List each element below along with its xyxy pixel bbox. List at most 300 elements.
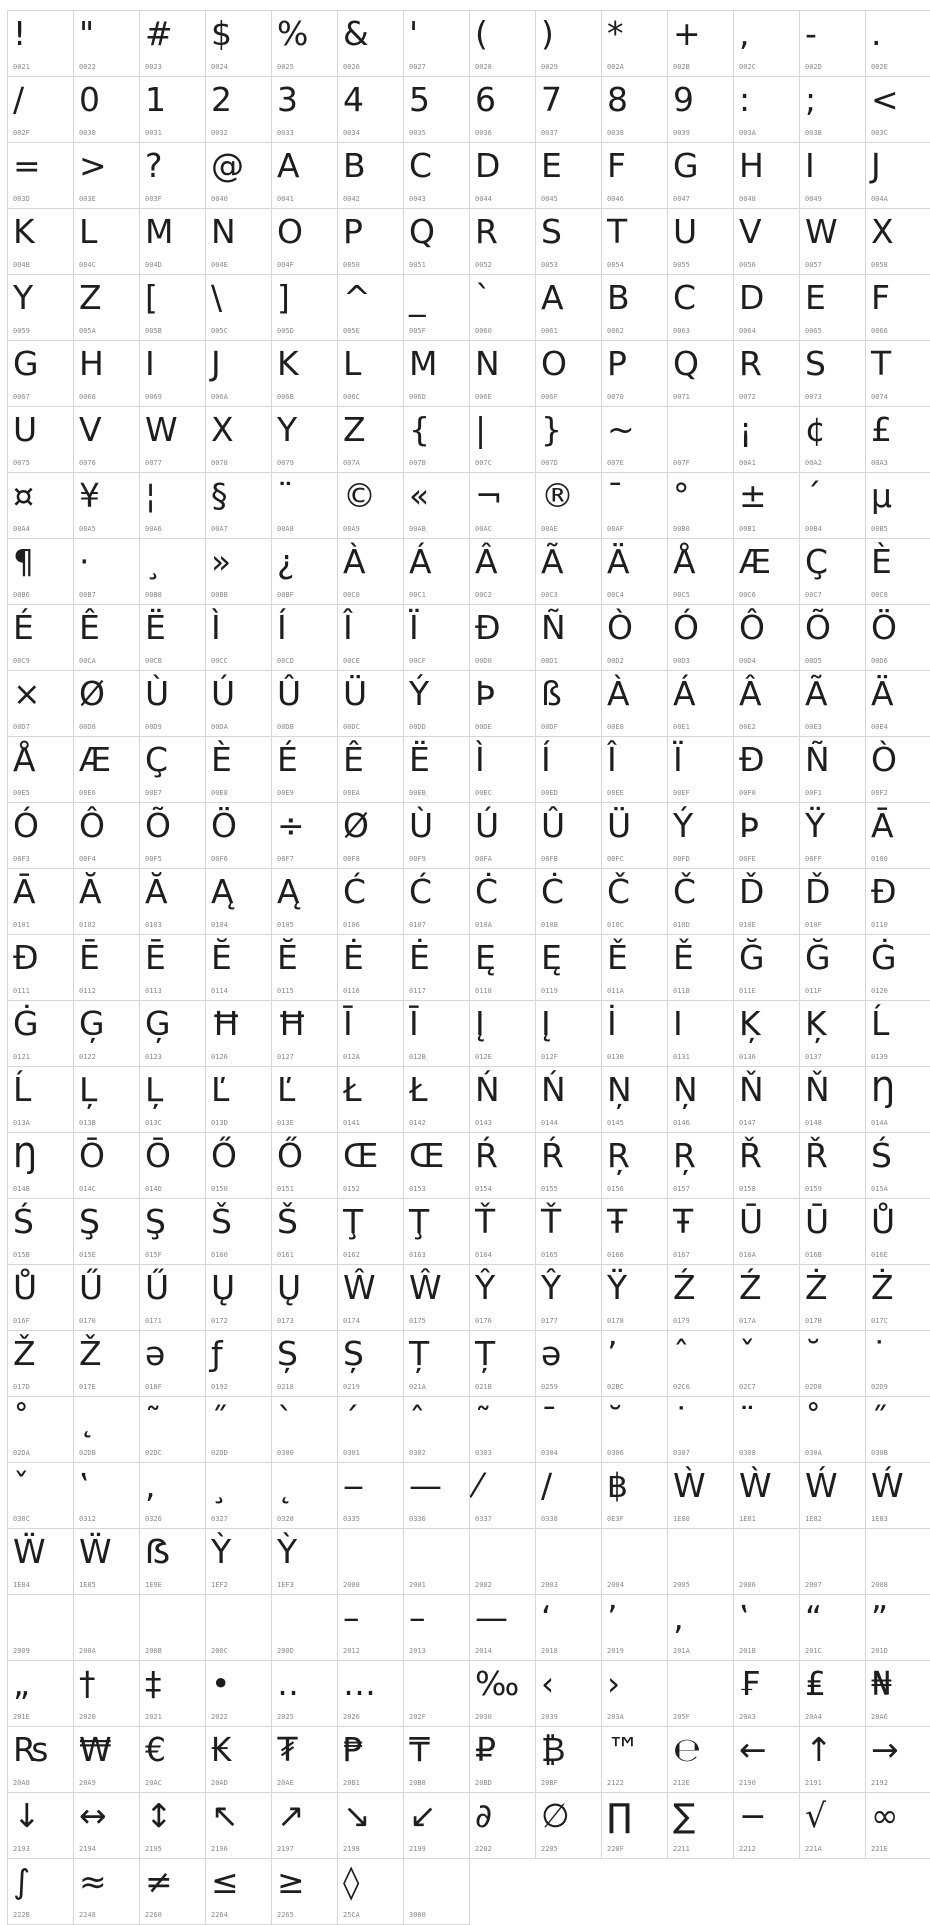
glyph-char: A xyxy=(277,146,300,185)
glyph-codepoint: 0338 xyxy=(541,1515,558,1523)
glyph-cell xyxy=(74,143,140,209)
glyph-char: Ő xyxy=(211,1136,237,1175)
glyph-codepoint: 006F xyxy=(541,393,558,401)
glyph-cell xyxy=(866,605,930,671)
glyph-codepoint: 200B xyxy=(145,1647,162,1655)
glyph-char: ˛ xyxy=(277,1466,294,1505)
glyph-char: W xyxy=(805,212,838,251)
glyph-codepoint: 0113 xyxy=(145,987,162,995)
glyph-cell xyxy=(272,671,338,737)
glyph-cell xyxy=(140,341,206,407)
glyph-codepoint: 2194 xyxy=(79,1845,96,1853)
glyph-char: Ģ xyxy=(79,1004,105,1043)
glyph-char: Œ xyxy=(409,1136,445,1175)
glyph-char: Ï xyxy=(409,608,419,647)
glyph-cell xyxy=(8,473,74,539)
glyph-codepoint: 0076 xyxy=(79,459,96,467)
glyph-char: C xyxy=(673,278,697,317)
glyph-char: Ú xyxy=(475,806,500,845)
glyph-char: Ñ xyxy=(541,608,566,647)
glyph-char: µ xyxy=(871,476,892,515)
glyph-char: Á xyxy=(409,542,432,581)
glyph-char: “ xyxy=(805,1598,823,1637)
glyph-char: \ xyxy=(211,278,223,317)
glyph-char: ₿ xyxy=(541,1730,566,1769)
glyph-cell xyxy=(404,935,470,1001)
glyph-char: Ř xyxy=(739,1136,762,1175)
glyph-codepoint: 00B4 xyxy=(805,525,822,533)
glyph-char: C xyxy=(409,146,433,185)
glyph-char: 6 xyxy=(475,80,496,119)
glyph-char: T xyxy=(871,344,892,383)
glyph-cell xyxy=(536,605,602,671)
glyph-cell xyxy=(8,671,74,737)
glyph-char: − xyxy=(739,1796,767,1835)
glyph-char: Ż xyxy=(871,1268,894,1307)
glyph-codepoint: 0077 xyxy=(145,459,162,467)
glyph-char: ₭ xyxy=(211,1730,232,1769)
glyph-cell xyxy=(470,341,536,407)
glyph-char: ] xyxy=(277,278,290,317)
glyph-cell xyxy=(74,1397,140,1463)
glyph-codepoint: 00C5 xyxy=(673,591,690,599)
glyph-codepoint: 003F xyxy=(145,195,162,203)
glyph-codepoint: 0052 xyxy=(475,261,492,269)
glyph-cell xyxy=(74,77,140,143)
glyph-char: Ő xyxy=(277,1136,303,1175)
glyph-codepoint: 013C xyxy=(145,1119,162,1127)
glyph-char: ‹ xyxy=(541,1664,555,1703)
glyph-cell xyxy=(734,77,800,143)
glyph-char: ¤ xyxy=(13,476,34,515)
glyph-codepoint: 016A xyxy=(739,1251,756,1259)
glyph-cell xyxy=(338,1595,404,1661)
glyph-char: $ xyxy=(211,14,232,53)
glyph-char: 8 xyxy=(607,80,628,119)
glyph-cell xyxy=(536,1265,602,1331)
glyph-codepoint: 007A xyxy=(343,459,360,467)
glyph-char: ə xyxy=(541,1334,562,1373)
glyph-char: N xyxy=(211,212,236,251)
glyph-char: ˘ xyxy=(805,1334,822,1373)
glyph-cell xyxy=(800,737,866,803)
glyph-cell xyxy=(272,1793,338,1859)
glyph-cell xyxy=(272,275,338,341)
glyph-codepoint: 0035 xyxy=(409,129,426,137)
glyph-char: ˋ xyxy=(277,1400,294,1439)
glyph-char: ¸ xyxy=(211,1466,228,1505)
glyph-codepoint: 00A7 xyxy=(211,525,228,533)
glyph-cell xyxy=(404,803,470,869)
glyph-char: Ț xyxy=(409,1334,430,1373)
glyph-cell xyxy=(800,1265,866,1331)
glyph-char: Ų xyxy=(211,1268,236,1307)
glyph-codepoint: 00F2 xyxy=(871,789,888,797)
glyph-cell xyxy=(74,1001,140,1067)
glyph-cell xyxy=(668,1199,734,1265)
glyph-codepoint: 02C6 xyxy=(673,1383,690,1391)
glyph-cell xyxy=(536,341,602,407)
glyph-char: T xyxy=(607,212,628,251)
glyph-char: = xyxy=(13,146,41,185)
glyph-cell xyxy=(140,935,206,1001)
glyph-cell xyxy=(470,737,536,803)
glyph-char: ↔ xyxy=(79,1796,107,1835)
glyph-cell xyxy=(734,1199,800,1265)
glyph-codepoint: 0101 xyxy=(13,921,30,929)
glyph-char: Ţ xyxy=(343,1202,364,1241)
glyph-char: ˜ xyxy=(475,1400,492,1439)
glyph-codepoint: 0071 xyxy=(673,393,690,401)
glyph-char: ' xyxy=(409,14,419,53)
glyph-codepoint: 0328 xyxy=(277,1515,294,1523)
glyph-cell xyxy=(8,869,74,935)
glyph-codepoint: 0142 xyxy=(409,1119,426,1127)
glyph-char: ≠ xyxy=(145,1862,173,1901)
glyph-codepoint: 005F xyxy=(409,327,426,335)
glyph-codepoint: 203A xyxy=(607,1713,624,1721)
glyph-cell xyxy=(338,671,404,737)
glyph-cell xyxy=(800,1199,866,1265)
glyph-codepoint: 005A xyxy=(79,327,96,335)
glyph-cell xyxy=(866,1463,930,1529)
glyph-cell xyxy=(338,1199,404,1265)
glyph-codepoint: 00E7 xyxy=(145,789,162,797)
glyph-codepoint: 02D8 xyxy=(805,1383,822,1391)
glyph-codepoint: 006C xyxy=(343,393,360,401)
glyph-codepoint: 00DB xyxy=(277,723,294,731)
glyph-cell xyxy=(140,77,206,143)
glyph-codepoint: 0075 xyxy=(13,459,30,467)
glyph-char: Ľ xyxy=(211,1070,230,1109)
glyph-codepoint: 00E3 xyxy=(805,723,822,731)
glyph-char: ± xyxy=(739,476,767,515)
glyph-cell xyxy=(668,1595,734,1661)
glyph-codepoint: 00FD xyxy=(673,855,690,863)
glyph-codepoint: 2264 xyxy=(211,1911,228,1919)
glyph-cell xyxy=(602,1661,668,1727)
glyph-char: Ō xyxy=(145,1136,171,1175)
glyph-codepoint: 2013 xyxy=(409,1647,426,1655)
glyph-cell xyxy=(8,539,74,605)
glyph-char: ‘ xyxy=(541,1598,552,1637)
glyph-codepoint: 2026 xyxy=(343,1713,360,1721)
glyph-codepoint: 0192 xyxy=(211,1383,228,1391)
glyph-codepoint: 0166 xyxy=(607,1251,624,1259)
glyph-char: Ŗ xyxy=(607,1136,630,1175)
glyph-cell xyxy=(338,1793,404,1859)
glyph-cell xyxy=(8,275,74,341)
glyph-cell xyxy=(206,1133,272,1199)
glyph-char: L xyxy=(343,344,362,383)
glyph-char: Ě xyxy=(673,938,694,977)
glyph-char: ¦ xyxy=(145,476,157,515)
glyph-char: » xyxy=(211,542,232,581)
glyph-char: Š xyxy=(211,1202,232,1241)
glyph-char: ← xyxy=(739,1730,767,1769)
glyph-cell xyxy=(668,275,734,341)
glyph-char: Ą xyxy=(277,872,300,911)
glyph-cell xyxy=(404,1661,470,1727)
glyph-cell xyxy=(206,737,272,803)
glyph-char: + xyxy=(673,14,701,53)
glyph-char: Ŵ xyxy=(409,1268,442,1307)
glyph-char: ( xyxy=(475,14,488,53)
glyph-char: Ñ xyxy=(805,740,830,779)
glyph-cell xyxy=(404,1331,470,1397)
glyph-cell xyxy=(404,605,470,671)
glyph-char: Ķ xyxy=(805,1004,827,1043)
glyph-codepoint: 00F5 xyxy=(145,855,162,863)
glyph-cell xyxy=(74,869,140,935)
glyph-char: Î xyxy=(607,740,617,779)
glyph-cell xyxy=(668,1529,734,1595)
glyph-cell xyxy=(140,1727,206,1793)
glyph-codepoint: 2004 xyxy=(607,1581,624,1589)
glyph-char: Đ xyxy=(13,938,39,977)
glyph-codepoint: 0046 xyxy=(607,195,624,203)
glyph-cell xyxy=(668,341,734,407)
glyph-codepoint: 00F4 xyxy=(79,855,96,863)
glyph-char: Ļ xyxy=(145,1070,164,1109)
glyph-char: Ï xyxy=(673,740,683,779)
glyph-char: Ē xyxy=(145,938,166,977)
glyph-codepoint: 0073 xyxy=(805,393,822,401)
glyph-cell xyxy=(602,275,668,341)
glyph-cell xyxy=(404,737,470,803)
glyph-cell xyxy=(272,803,338,869)
glyph-cell xyxy=(602,341,668,407)
glyph-char: † xyxy=(79,1664,96,1703)
glyph-codepoint: 2205 xyxy=(541,1845,558,1853)
glyph-cell xyxy=(206,1859,272,1925)
glyph-codepoint: 011F xyxy=(805,987,822,995)
glyph-cell xyxy=(206,209,272,275)
glyph-codepoint: 20AE xyxy=(277,1779,294,1787)
glyph-char: ₣ xyxy=(739,1664,760,1703)
glyph-codepoint: 017B xyxy=(805,1317,822,1325)
glyph-cell xyxy=(8,803,74,869)
glyph-codepoint: 00EB xyxy=(409,789,426,797)
glyph-cell xyxy=(338,341,404,407)
glyph-cell xyxy=(470,275,536,341)
glyph-cell xyxy=(74,1067,140,1133)
glyph-codepoint: 0062 xyxy=(607,327,624,335)
glyph-cell xyxy=(734,1661,800,1727)
glyph-cell xyxy=(272,143,338,209)
glyph-char: H xyxy=(739,146,764,185)
glyph-codepoint: 0100 xyxy=(871,855,888,863)
glyph-codepoint: 1E82 xyxy=(805,1515,822,1523)
glyph-cell xyxy=(866,143,930,209)
glyph-codepoint: 011B xyxy=(673,987,690,995)
glyph-char: ‥ xyxy=(277,1664,300,1703)
glyph-char: Ê xyxy=(79,608,100,647)
glyph-cell xyxy=(338,935,404,1001)
glyph-cell xyxy=(668,143,734,209)
glyph-char: Ù xyxy=(145,674,170,713)
glyph-cell xyxy=(272,1859,338,1925)
glyph-cell xyxy=(140,1265,206,1331)
glyph-cell xyxy=(272,1199,338,1265)
glyph-codepoint: 00A3 xyxy=(871,459,888,467)
glyph-cell xyxy=(272,1661,338,1727)
glyph-codepoint: 00D6 xyxy=(871,657,888,665)
glyph-cell xyxy=(668,1397,734,1463)
glyph-char: ₸ xyxy=(409,1730,430,1769)
glyph-char: R xyxy=(475,212,498,251)
glyph-cell xyxy=(140,1397,206,1463)
glyph-codepoint: 003C xyxy=(871,129,888,137)
glyph-cell xyxy=(404,1793,470,1859)
glyph-codepoint: 0059 xyxy=(13,327,30,335)
glyph-char: Ŷ xyxy=(475,1268,496,1307)
glyph-cell xyxy=(206,341,272,407)
glyph-cell xyxy=(338,1265,404,1331)
glyph-codepoint: 015A xyxy=(871,1185,888,1193)
glyph-char: ∂ xyxy=(475,1796,493,1835)
glyph-codepoint: 20B8 xyxy=(409,1779,426,1787)
glyph-char: Ò xyxy=(607,608,633,647)
glyph-codepoint: 0078 xyxy=(211,459,228,467)
glyph-codepoint: 202F xyxy=(409,1713,426,1721)
glyph-char: | xyxy=(475,410,487,449)
glyph-char: ⁄ xyxy=(475,1466,481,1505)
glyph-codepoint: 00C4 xyxy=(607,591,624,599)
glyph-codepoint: 00E2 xyxy=(739,723,756,731)
glyph-cell xyxy=(8,1529,74,1595)
glyph-char: Ẁ xyxy=(739,1466,772,1505)
glyph-char: @ xyxy=(211,146,244,185)
glyph-cell xyxy=(206,803,272,869)
glyph-cell xyxy=(470,473,536,539)
glyph-char: ∑ xyxy=(673,1796,696,1835)
glyph-cell xyxy=(8,605,74,671)
glyph-codepoint: 200A xyxy=(79,1647,96,1655)
glyph-cell xyxy=(338,1397,404,1463)
glyph-cell xyxy=(800,1529,866,1595)
glyph-codepoint: 00F7 xyxy=(277,855,294,863)
glyph-char: ! xyxy=(13,14,27,53)
glyph-cell xyxy=(668,209,734,275)
glyph-char: ; xyxy=(805,80,817,119)
glyph-codepoint: 0112 xyxy=(79,987,96,995)
glyph-char: Ẅ xyxy=(79,1532,112,1571)
glyph-codepoint: 2018 xyxy=(541,1647,558,1655)
glyph-char: Ň xyxy=(739,1070,764,1109)
glyph-codepoint: 0042 xyxy=(343,195,360,203)
glyph-codepoint: 00B7 xyxy=(79,591,96,599)
glyph-cell xyxy=(8,11,74,77)
glyph-char: Ġ xyxy=(871,938,897,977)
glyph-char: Ū xyxy=(805,1202,830,1241)
glyph-codepoint: 0336 xyxy=(409,1515,426,1523)
glyph-codepoint: 0303 xyxy=(475,1449,492,1457)
glyph-cell xyxy=(140,143,206,209)
glyph-codepoint: 0025 xyxy=(277,63,294,71)
glyph-char: ˙ xyxy=(871,1334,888,1373)
glyph-char: ≥ xyxy=(277,1862,305,1901)
glyph-codepoint: 0167 xyxy=(673,1251,690,1259)
glyph-cell xyxy=(404,1133,470,1199)
glyph-codepoint: 0053 xyxy=(541,261,558,269)
glyph-char: Ŧ xyxy=(673,1202,694,1241)
glyph-codepoint: 0022 xyxy=(79,63,96,71)
glyph-codepoint: 0026 xyxy=(343,63,360,71)
glyph-char: Ź xyxy=(739,1268,762,1307)
glyph-codepoint: 0306 xyxy=(607,1449,624,1457)
glyph-char: Þ xyxy=(475,674,495,713)
glyph-cell xyxy=(8,1199,74,1265)
glyph-cell xyxy=(470,1133,536,1199)
glyph-cell xyxy=(470,1397,536,1463)
glyph-cell xyxy=(338,1331,404,1397)
glyph-cell xyxy=(800,1661,866,1727)
glyph-cell xyxy=(866,1001,930,1067)
glyph-char: Ó xyxy=(673,608,699,647)
glyph-cell xyxy=(602,1397,668,1463)
glyph-char: – xyxy=(409,1598,426,1637)
glyph-codepoint: 221E xyxy=(871,1845,888,1853)
glyph-codepoint: 0043 xyxy=(409,195,426,203)
glyph-codepoint: 0176 xyxy=(475,1317,492,1325)
glyph-char: Ľ xyxy=(277,1070,296,1109)
glyph-cell xyxy=(470,1595,536,1661)
glyph-char: Í xyxy=(541,740,551,779)
glyph-codepoint: 2012 xyxy=(343,1647,360,1655)
glyph-codepoint: 0158 xyxy=(739,1185,756,1193)
glyph-cell xyxy=(206,473,272,539)
glyph-codepoint: 00F0 xyxy=(739,789,756,797)
glyph-char: Ü xyxy=(607,806,632,845)
glyph-codepoint: 00DE xyxy=(475,723,492,731)
glyph-codepoint: 0123 xyxy=(145,1053,162,1061)
glyph-char: Ċ xyxy=(541,872,565,911)
glyph-char: Ē xyxy=(79,938,100,977)
glyph-codepoint: 002E xyxy=(871,63,888,71)
glyph-cell xyxy=(272,407,338,473)
glyph-codepoint: 00FB xyxy=(541,855,558,863)
glyph-char: O xyxy=(541,344,567,383)
glyph-char: 0 xyxy=(79,80,100,119)
glyph-codepoint: 0031 xyxy=(145,129,162,137)
glyph-codepoint: 00A8 xyxy=(277,525,294,533)
glyph-cell xyxy=(140,1859,206,1925)
glyph-codepoint: 0137 xyxy=(805,1053,822,1061)
glyph-cell xyxy=(74,1793,140,1859)
glyph-codepoint: 00FA xyxy=(475,855,492,863)
glyph-cell xyxy=(470,869,536,935)
glyph-char: Ņ xyxy=(673,1070,698,1109)
glyph-cell xyxy=(140,1529,206,1595)
glyph-cell xyxy=(734,737,800,803)
glyph-codepoint: 00EF xyxy=(673,789,690,797)
glyph-cell xyxy=(734,1331,800,1397)
glyph-char: Í xyxy=(277,608,287,647)
glyph-codepoint: 006A xyxy=(211,393,228,401)
glyph-char: Ų xyxy=(277,1268,302,1307)
glyph-codepoint: 0105 xyxy=(277,921,294,929)
glyph-char: Ė xyxy=(409,938,430,977)
glyph-char: « xyxy=(409,476,430,515)
glyph-char: ´ xyxy=(805,476,822,515)
glyph-char: 3 xyxy=(277,80,298,119)
glyph-codepoint: 00EE xyxy=(607,789,624,797)
glyph-codepoint: 0040 xyxy=(211,195,228,203)
glyph-cell xyxy=(668,935,734,1001)
glyph-char: ¿ xyxy=(277,542,295,581)
glyph-codepoint: 0163 xyxy=(409,1251,426,1259)
